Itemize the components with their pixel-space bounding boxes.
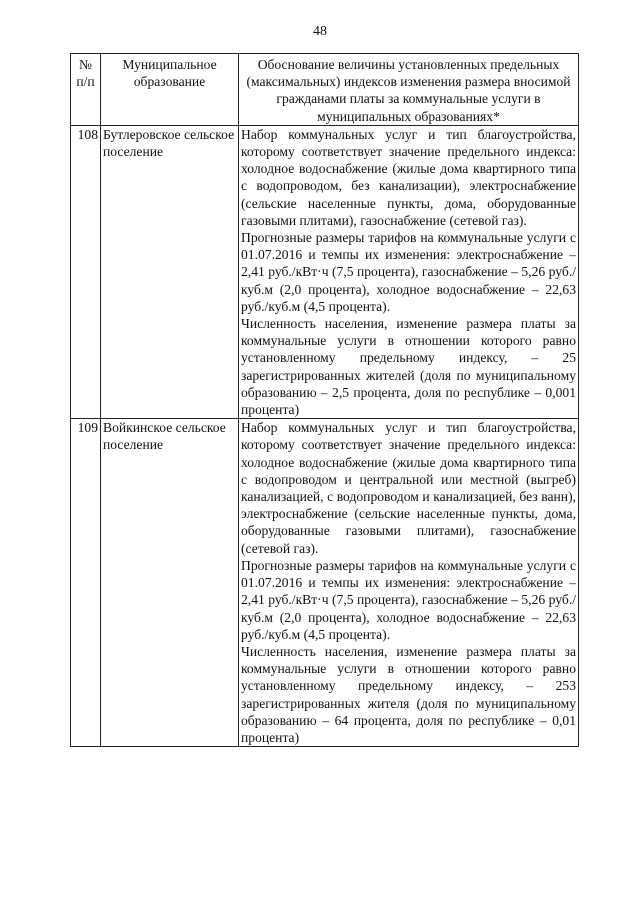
- description-paragraph: Набор коммунальных услуг и тип благоустройства, которому соответствует значение предельного индекса: холодное водоснабжение (жилые дома квартирного типа с водопроводом, без канализации), электроснабжение (сельские населенные пункты, дома, оборудованные газовыми плитами), газоснабжение (сетевой газ).: [241, 126, 576, 228]
- page-number: 48: [313, 24, 327, 39]
- municipality-name: Бутлеровское сельское поселение: [103, 126, 235, 160]
- row-number: 108: [71, 125, 101, 418]
- table-header-row: [71, 54, 579, 126]
- table-row: [71, 419, 579, 747]
- header-municipality: Муниципальное образование: [101, 54, 239, 126]
- row-description: [239, 419, 579, 747]
- header-number: № п/п: [71, 54, 101, 126]
- tariff-table: [70, 53, 579, 747]
- header-description: Обоснование величины установленных предельных (максимальных) индексов изменения размера вносимой гражданами платы за коммунальные услуги в муниципальных образованиях*: [239, 54, 579, 126]
- row-number: 109: [71, 419, 101, 747]
- row-description: [239, 125, 579, 418]
- description-paragraph: Прогнозные размеры тарифов на коммунальные услуги с 01.07.2016 и темпы их изменения: электроснабжение – 2,41 руб./кВт·ч (7,5 процента), газоснабжение – 5,26 руб./куб.м (2,0 процента), холодное водоснабжение – 22,63 руб./куб.м (4,5 процента).: [241, 557, 576, 642]
- table-row: [71, 125, 579, 418]
- description-paragraph: Прогнозные размеры тарифов на коммунальные услуги с 01.07.2016 и темпы их изменения: электроснабжение – 2,41 руб./кВт·ч (7,5 процента), газоснабжение – 5,26 руб./куб.м (2,0 процента), холодное водоснабжение – 22,63 руб./куб.м (4,5 процента).: [241, 230, 576, 314]
- description-paragraph: Численность населения, изменение размера платы за коммунальные услуги в отношении которого равно установленному предельному индексу, – 253 зарегистрированных жителя (доля по муниципальному образованию – 64 процента, доля по республике – 0,01 процента): [241, 643, 576, 745]
- row-municipality: [101, 419, 239, 747]
- municipality-name: Войкинское сельское поселение: [103, 420, 226, 453]
- description-paragraph: Набор коммунальных услуг и тип благоустройства, которому соответствует значение предельного индекса: холодное водоснабжение (жилые дома квартирного типа с водопроводом и центральной или местной (выгреб) канализацией, с водопроводом и канализацией, без ванн), электроснабжение (сельские населенные пункты, дома, оборудованные газовыми плитами), газоснабжение (сетевой газ).: [241, 420, 576, 556]
- description-paragraph: Численность населения, изменение размера платы за коммунальные услуги в отношении которого равно установленному предельному индексу, – 25 зарегистрированных жителей (доля по муниципальному образованию – 2,5 процента, доля по республике – 0,001 процента): [241, 316, 576, 418]
- row-municipality: [101, 125, 239, 418]
